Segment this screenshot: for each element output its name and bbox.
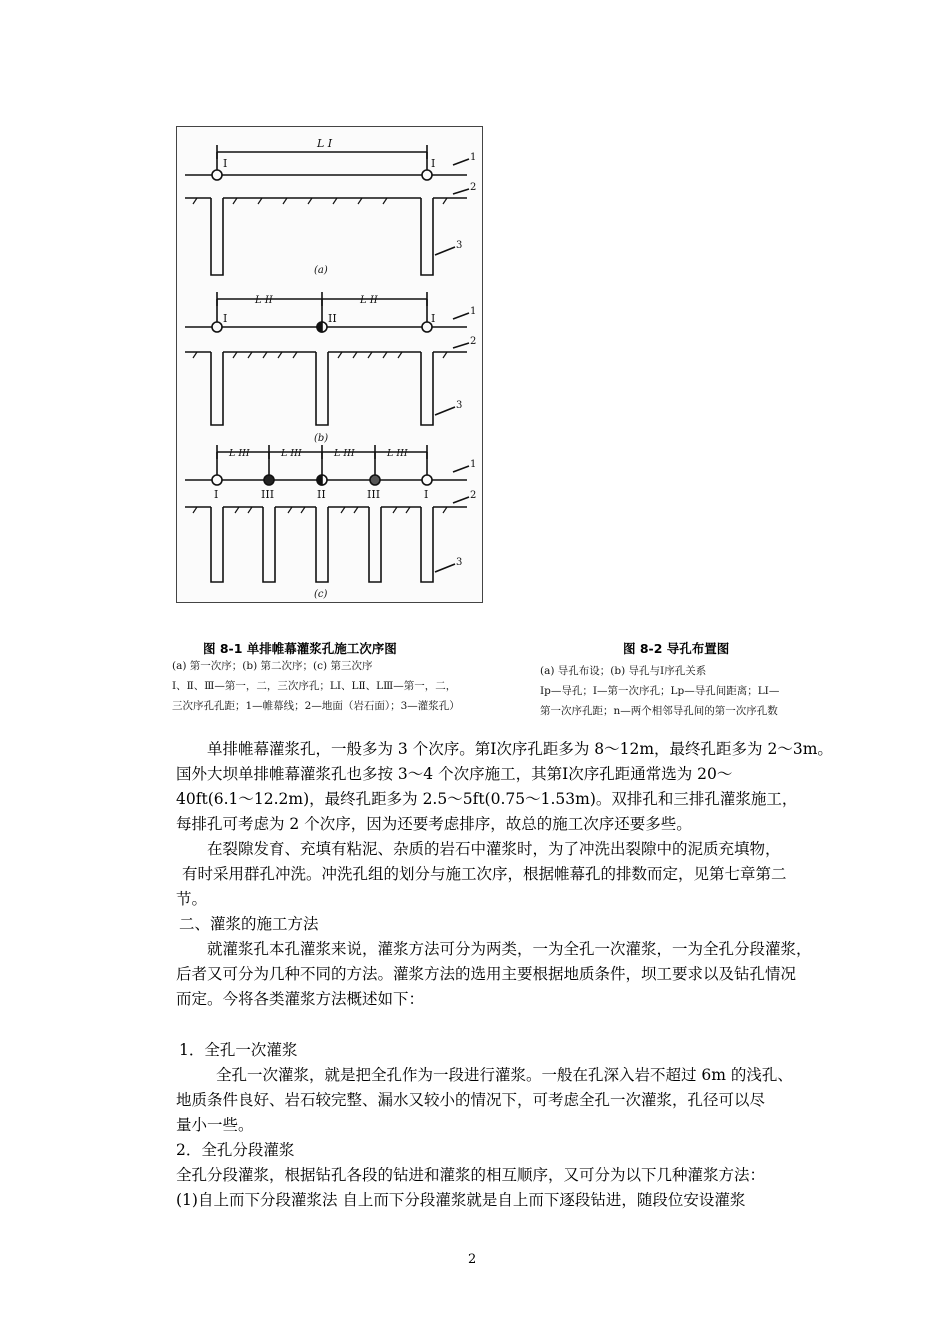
panel-a-label: (a) [314,265,328,276]
panel-b-legend-number: 3 [456,400,463,411]
figure-8-1 [176,126,483,603]
text-line: 单排帷幕灌浆孔，一般多为 3 个次序。第Ⅰ次序孔距多为 8～12m，最终孔距多为 2～3m。 [207,740,833,758]
panel-b-hole-label: I [431,312,436,325]
panel-a-hole-label: I [431,157,436,170]
panel-c-spacing-label: L III [281,448,302,459]
text-line: 后者又可分为几种不同的方法。灌浆方法的选用主要根据地质条件，坝工要求以及钻孔情况 [176,965,797,983]
figure-8-1-diagram [177,127,482,602]
subsection-title: 1．全孔一次灌浆 [179,1041,298,1059]
panel-b-label: (b) [314,433,329,444]
text-line: 每排孔可考虑为 2 个次序，因为还要考虑排序，故总的施工次序还要多些。 [176,815,692,833]
page-number: 2 [468,1252,477,1267]
panel-b-legend-number: 1 [470,306,477,317]
panel-c-legend-number: 1 [470,459,477,470]
panel-c-hole-label: I [214,488,219,501]
panel-a-legend-number: 1 [470,152,477,163]
paragraph-hole-sequence [176,737,833,837]
text-line: 就灌浆孔本孔灌浆来说，灌浆方法可分为两类，一为全孔一次灌浆，一为全孔分段灌浆， [207,940,812,958]
text-line: 在裂隙发育、充填有粘泥、杂质的岩石中灌浆时，为了冲洗出裂隙中的泥质充填物， [207,840,781,858]
panel-a-legend-number: 2 [470,182,477,193]
panel-c-hole-label: III [261,488,275,501]
panel-c-hole-label: I [424,488,429,501]
text-line: 有时采用群孔冲洗。冲洗孔组的划分与施工次序，根据帷幕孔的排数而定，见第七章第二 [182,865,787,883]
text-line: 而定。今将各类灌浆方法概述如下： [176,990,425,1008]
caption-line: Ⅰ、Ⅱ、Ⅲ—第一，二，三次序孔；LⅠ、LⅡ、LⅢ—第一，二， [172,680,457,692]
panel-b-spacing-label: L II [255,295,273,306]
panel-a-legend-number: 3 [456,240,463,251]
panel-c-spacing-label: L III [334,448,355,459]
panel-c-legend-number: 3 [456,557,463,568]
caption-line: (a) 导孔布设；(b) 导孔与Ⅰ序孔关系 [540,665,707,677]
paragraph-grouting-overview [176,937,816,1012]
section-heading: 二、灌浆的施工方法 [179,915,319,933]
panel-b-legend-number: 2 [470,336,477,347]
section-heading-grouting-methods [176,912,816,937]
subsection-title: 2．全孔分段灌浆 [176,1141,295,1159]
caption-line: (a) 第一次序；(b) 第二次序；(c) 第三次序 [172,660,373,672]
caption-line: 第一次序孔距；n—两个相邻导孔间的第一次序孔数 [540,705,778,717]
subsection-full-hole-once [176,1038,816,1138]
text-line: 国外大坝单排帷幕灌浆孔也多按 3～4 个次序施工，其第Ⅰ次序孔距通常选为 20～ [176,765,733,783]
panel-a-spacing-label: L I [317,137,333,150]
subsection-full-hole-staged [176,1138,816,1213]
text-line: 40ft(6.1～12.2m)，最终孔距多为 2.5～5ft(0.75～1.53m)。双排孔和三排孔灌浆施工， [176,790,798,808]
panel-c-spacing-label: L III [387,448,408,459]
panel-c-label: (c) [314,589,328,600]
text-line: 量小一些。 [176,1116,254,1134]
paragraph-group-flushing [176,837,816,912]
panel-b-hole-label: II [328,312,337,325]
text-line: 全孔一次灌浆，就是把全孔作为一段进行灌浆。一般在孔深入岩不超过 6m 的浅孔、 [216,1066,793,1084]
panel-c-hole-label: III [367,488,381,501]
caption-line: Ⅰp—导孔；Ⅰ—第一次序孔；Lp—导孔间距离；LⅠ— [540,685,780,697]
panel-a-hole-label: I [223,157,228,170]
text-line: 地质条件良好、岩石较完整、漏水又较小的情况下，可考虑全孔一次灌浆，孔径可以尽 [176,1091,766,1109]
figure-8-1-caption-notes [172,656,460,716]
text-line: (1)自上而下分段灌浆法 自上而下分段灌浆就是自上而下逐段钻进，随段位安设灌浆 [176,1191,746,1209]
text-line: 节。 [176,890,208,908]
panel-b-hole-label: I [223,312,228,325]
panel-c-hole-label: II [317,488,326,501]
panel-b-spacing-label: L II [360,295,378,306]
panel-c-spacing-label: L III [229,448,250,459]
panel-c-legend-number: 2 [470,490,477,501]
figure-8-1-caption-title: 图 8-1 单排帷幕灌浆孔施工次序图 [203,641,397,656]
figure-8-2-caption-title: 图 8-2 导孔布置图 [623,641,730,656]
figure-8-2-caption-notes [540,661,779,721]
caption-line: 三次序孔孔距；1—帷幕线；2—地面（岩石面）；3—灌浆孔） [172,700,460,712]
text-line: 全孔分段灌浆，根据钻孔各段的钻进和灌浆的相互顺序，又可分为以下几种灌浆方法： [176,1166,766,1184]
